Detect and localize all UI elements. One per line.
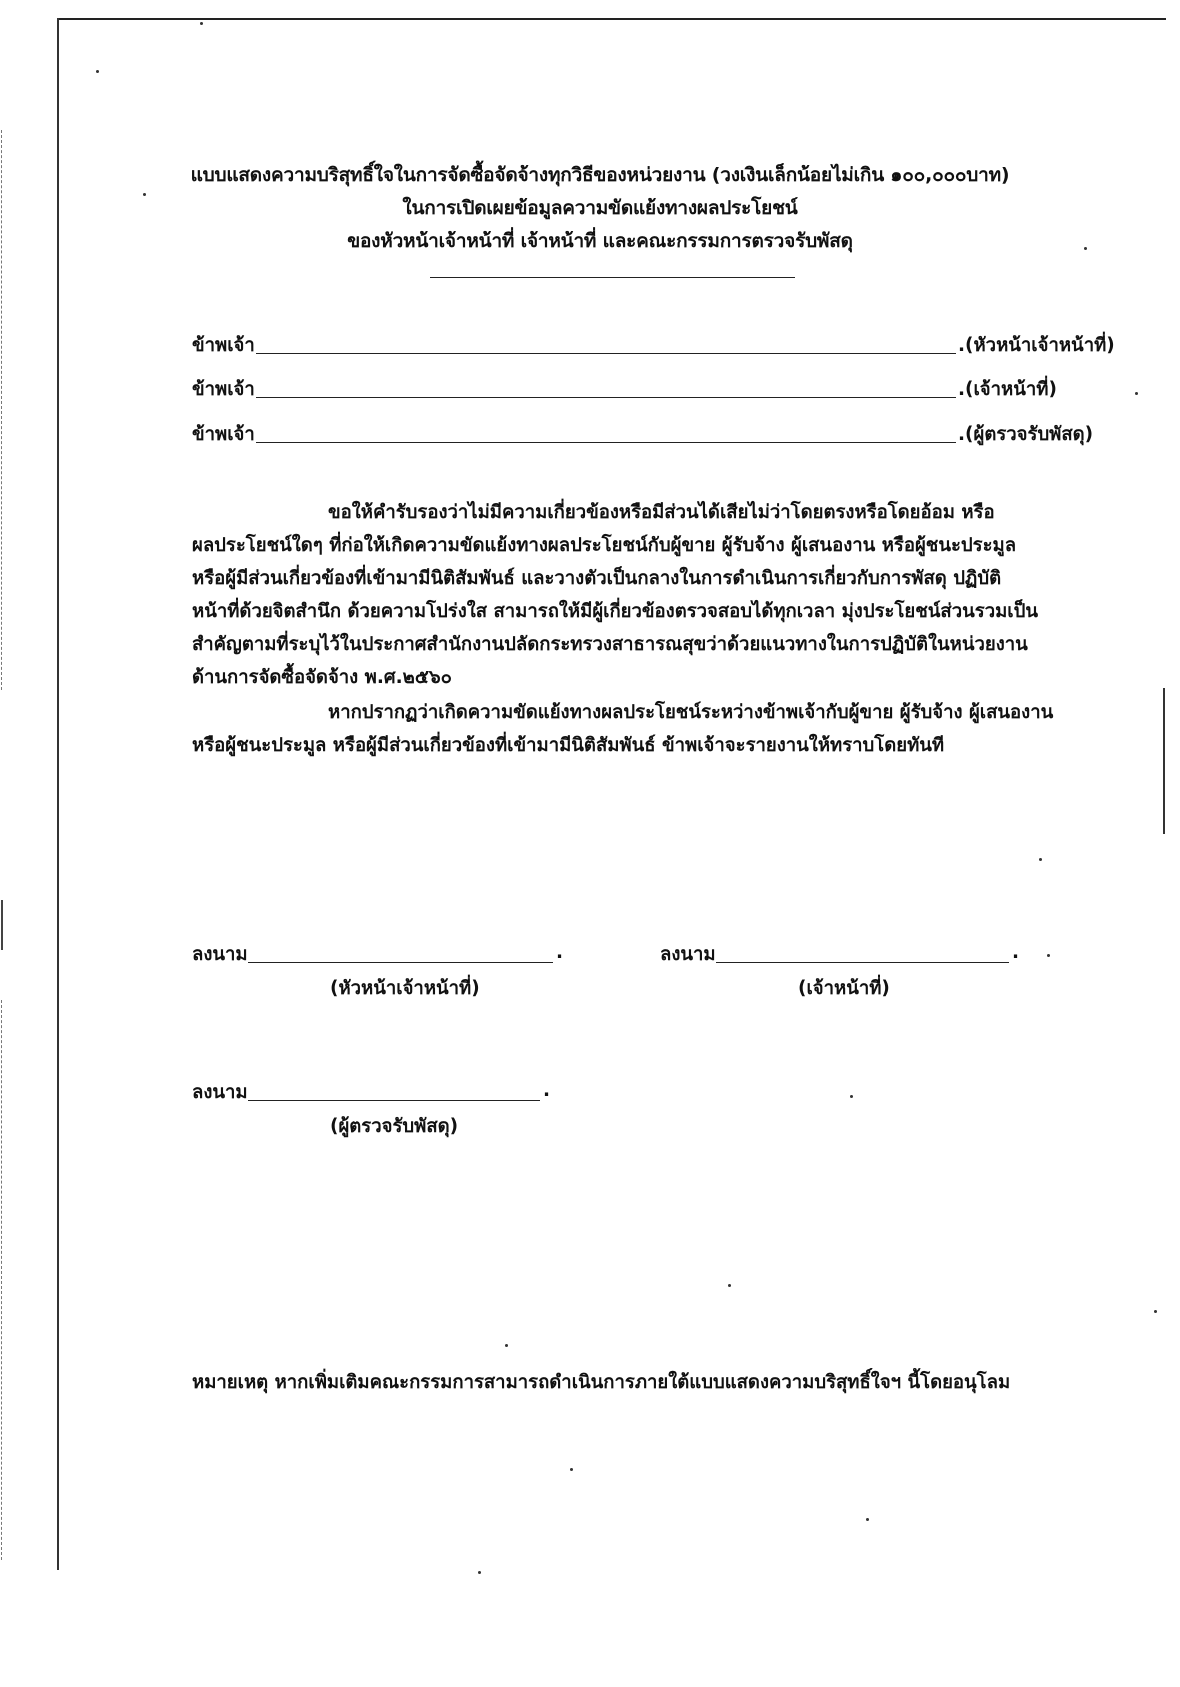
scan-speck (505, 1344, 508, 1347)
scan-speck (1047, 954, 1050, 957)
signature-end-dot: . (1012, 942, 1020, 963)
paragraph-line: สำคัญตามที่ระบุไว้ในประกาศสำนักงานปลัดกระทรวงสาธารณสุขว่าด้วยแนวทางในการปฏิบัติในหน่วยงาน (192, 634, 1028, 655)
paragraph-line: หรือผู้มีส่วนเกี่ยวข้องที่เข้ามามีนิติสัมพันธ์ และวางตัวเป็นกลางในการดำเนินการเกี่ยวกับการพัสดุ ปฏิบัติ (192, 568, 1002, 589)
declarant-role: .(ผู้ตรวจรับพัสดุ) (958, 424, 1094, 445)
declarant-role: .(เจ้าหน้าที่) (958, 379, 1057, 400)
scan-speck (866, 1518, 869, 1521)
scan-speck (478, 1571, 481, 1574)
scan-frame-left (57, 18, 59, 1570)
name-blank-field[interactable] (256, 353, 956, 354)
scan-edge-mark (1, 130, 2, 690)
signature-end-dot: . (556, 942, 564, 963)
declarant-role: .(หัวหน้าเจ้าหน้าที่) (958, 335, 1115, 356)
scan-speck (1135, 392, 1138, 395)
scan-speck (1039, 858, 1042, 861)
scan-speck (1084, 247, 1087, 250)
scan-speck (850, 1095, 853, 1098)
signature-block-officer (660, 940, 1040, 1010)
paragraph-line: หากปรากฏว่าเกิดความขัดแย้งทางผลประโยชน์ระหว่างข้าพเจ้ากับผู้ขาย ผู้รับจ้าง ผู้เสนองาน (328, 702, 1054, 723)
paragraph-line: ขอให้คำรับรองว่าไม่มีความเกี่ยวข้องหรือมีส่วนได้เสียไม่ว่าโดยตรงหรือโดยอ้อม หรือ (328, 502, 995, 523)
declarant-label: ข้าพเจ้า (192, 335, 255, 356)
name-blank-field[interactable] (256, 397, 956, 398)
scan-speck (570, 1468, 573, 1471)
signature-label: ลงนาม (660, 944, 716, 965)
scan-frame-top (58, 18, 1166, 20)
signature-role: (เจ้าหน้าที่) (798, 978, 890, 999)
paragraph-line: หน้าที่ด้วยจิตสำนึก ด้วยความโปร่งใส สามารถให้มีผู้เกี่ยวข้องตรวจสอบได้ทุกเวลา มุ่งประโยชน์ส่วนรวมเป็น (192, 601, 1038, 622)
scan-speck (200, 22, 203, 25)
scan-speck (728, 1284, 731, 1287)
declarant-label: ข้าพเจ้า (192, 424, 255, 445)
signature-blank-field[interactable] (248, 962, 553, 963)
form-title-line-2: ในการเปิดเผยข้อมูลความขัดแย้งทางผลประโยชน์ (402, 197, 798, 219)
declarant-label: ข้าพเจ้า (192, 379, 255, 400)
signature-block-inspector (192, 1078, 572, 1148)
signature-end-dot: . (543, 1080, 551, 1101)
signature-label: ลงนาม (192, 944, 248, 965)
scan-frame-right-mark (1163, 688, 1165, 834)
form-title-line-3: ของหัวหน้าเจ้าหน้าที่ เจ้าหน้าที่ และคณะกรรมการตรวจรับพัสดุ (347, 230, 853, 252)
signature-label: ลงนาม (192, 1082, 248, 1103)
paragraph-line: หรือผู้ชนะประมูล หรือผู้มีส่วนเกี่ยวข้องที่เข้ามามีนิติสัมพันธ์ ข้าพเจ้าจะรายงานให้ทราบโดยทันที (192, 735, 945, 756)
paragraph-line: ผลประโยชน์ใดๆ ที่ก่อให้เกิดความขัดแย้งทางผลประโยชน์กับผู้ขาย ผู้รับจ้าง ผู้เสนองาน หรือผู้ชนะประมูล (192, 535, 1017, 556)
remark-note: หมายเหตุ หากเพิ่มเติมคณะกรรมการสามารถดำเนินการภายใต้แบบแสดงความบริสุทธิ์ใจฯ นี้โดยอนุโลม (192, 1372, 1011, 1393)
signature-role: (หัวหน้าเจ้าหน้าที่) (330, 978, 480, 999)
title-underline (430, 277, 795, 278)
scan-edge-mark (1, 900, 3, 950)
scan-speck (1154, 1310, 1157, 1313)
scan-edge-mark (1, 1000, 2, 1560)
name-blank-field[interactable] (256, 442, 956, 443)
signature-blank-field[interactable] (248, 1100, 540, 1101)
signature-role: (ผู้ตรวจรับพัสดุ) (330, 1116, 459, 1137)
signature-blank-field[interactable] (716, 962, 1009, 963)
signature-block-head (192, 940, 572, 1010)
form-title-line-1: แบบแสดงความบริสุทธิ์ใจในการจัดซื้อจัดจ้างทุกวิธีของหน่วยงาน (วงเงินเล็กน้อยไม่เกิน ๑๐๐,๐๐๐บาท) (190, 164, 1010, 186)
scan-speck (96, 70, 99, 73)
paragraph-line: ด้านการจัดซื้อจัดจ้าง พ.ศ.๒๕๖๐ (192, 667, 452, 688)
